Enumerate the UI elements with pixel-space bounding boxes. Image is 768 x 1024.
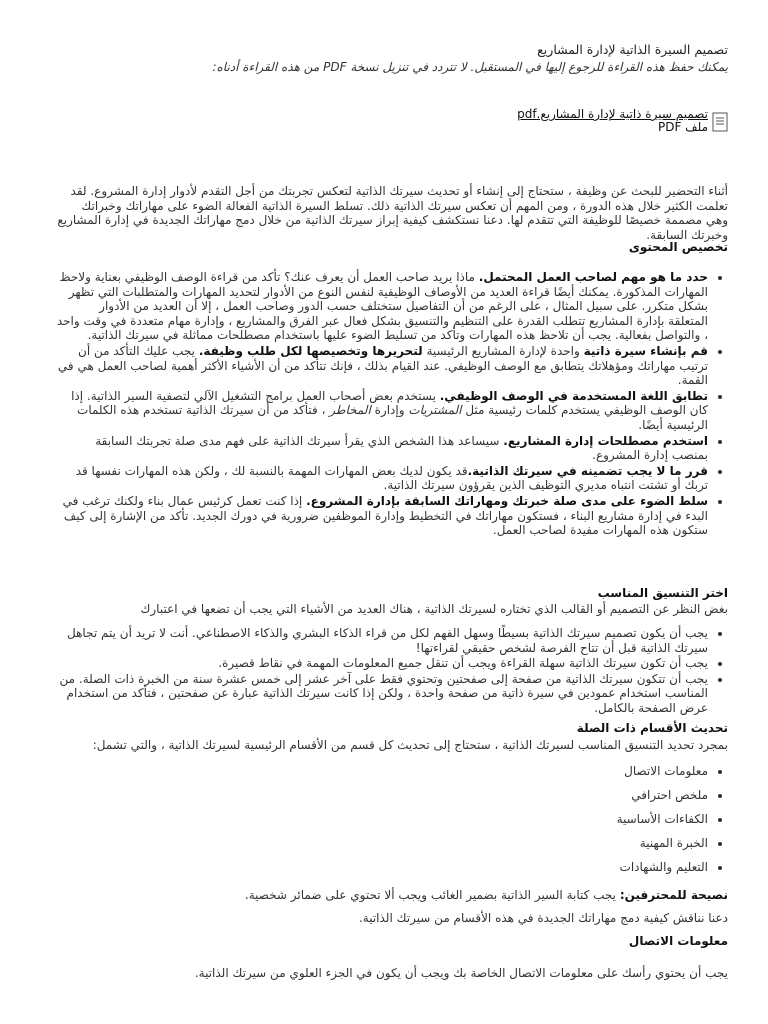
- update-list: [56, 760, 728, 879]
- list-item: • معلومات الاتصال: [56, 760, 708, 783]
- customize-list-wrap: [56, 270, 728, 539]
- format-list: [56, 626, 728, 716]
- list-item: • ملخص احترافي: [56, 784, 708, 807]
- format-list-wrap: [56, 626, 728, 717]
- discuss-paragraph: دعنا نناقش كيفية دمج مهاراتك الجديدة في هذه الأقسام من سيرتك الذاتية.: [358, 911, 728, 925]
- customize-list: [56, 270, 728, 538]
- section-heading-update: تحديث الأقسام ذات الصلة: [576, 721, 728, 735]
- list-item: • يجب أن تتكون سيرتك الذاتية من صفحة إلى صفحتين وتحتوي فقط على آخر عشر إلى خمس عشرة سنة من الخبرة ذات الصلة. من المناسب استخدام عمودين في سيرة ذاتية من صفحة واحدة ، ولكن إذا كانت سيرتك الذاتية عبارة عن صفحتين ، فتأكد من استخدام عرض الصفحة بالكامل.: [56, 672, 708, 716]
- section-heading-format: اختر التنسيق المناسب: [597, 586, 728, 600]
- page-subtitle: يمكنك حفظ هذه القراءة للرجوع إليها في المستقبل. لا تتردد في تنزيل نسخة PDF من هذه القراءة أدناه:: [212, 60, 728, 74]
- list-item: • تطابق اللغة المستخدمة في الوصف الوظيفي. يستخدم بعض أصحاب العمل برامج التشغيل الآلي لتصفية السير الذاتية. إذا كان الوصف الوظيفي يستخدم كلمات رئيسية مثل المشتريات وإدارة المخاطر ، فتأكد من أن سيرتك الذاتية تستخدم هذه الكلمات الرئيسية أيضًا.: [56, 389, 708, 433]
- list-item: • يجب أن تكون سيرتك الذاتية سهلة القراءة ويجب أن تنقل جميع المعلومات المهمة في نقاط قصيرة.: [56, 656, 708, 671]
- list-item: • قم بإنشاء سيرة ذاتية واحدة لإدارة المشاريع الرئيسية لتحريرها وتخصيصها لكل طلب وظيفة. يجب عليك التأكد من أن ترتيب مهاراتك ومؤهلاتك يتطابق مع الوصف الوظيفي. عند القيام بذلك ، فإنك تتأكد من أن الأشياء الأكثر أهمية لصاحب العمل هي في القمة.: [56, 344, 708, 388]
- section-heading-contact: معلومات الاتصال: [628, 934, 728, 948]
- list-item: • سلط الضوء على مدى صلة خبرتك ومهاراتك السابقة بإدارة المشروع. إذا كنت تعمل كرئيس عمال بناء ولكنك ترغب في البدء في إدارة مشاريع البناء ، فستكون مهاراتك في التخطيط وإدارة الموظفين ضرورية في دورك الجديد. تأكد من الإشارة إلى كيف ستكون هذه المهارات مفيدة لصاحب العمل.: [56, 494, 708, 538]
- list-item: • قرر ما لا يجب تضمينه في سيرتك الذاتية.قد يكون لديك بعض المهارات المهمة بالنسبة لك ، ولكن هذه المهارات نفسها قد تربك أو تشتت انتباه مديري التوظيف الذين يقرؤون سيرتك الذاتية.: [56, 464, 708, 493]
- list-item: • استخدم مصطلحات إدارة المشاريع. سيساعد هذا الشخص الذي يقرأ سيرتك الذاتية على فهم مدى صلة تجربتك السابقة بمنصب إدارة المشروع.: [56, 434, 708, 463]
- update-list-wrap: [56, 760, 728, 880]
- page-title: تصميم السيرة الذاتية لإدارة المشاريع: [537, 42, 728, 57]
- pro-tip-text: يجب كتابة السير الذاتية بضمير الغائب ويجب ألا تحتوي على ضمائر شخصية.: [244, 888, 620, 902]
- intro-paragraph: أثناء التحضير للبحث عن وظيفة ، ستحتاج إلى إنشاء أو تحديث سيرتك الذاتية لتعكس تجربتك من أجل التقدم لأدوار إدارة المشروع. لقد تعلمت الكثير خلال هذه الدورة ، ومن المهم أن تعكس سيرتك الذاتية ذلك. تسلط السيرة الذاتية الفعالة الضوء على مهاراتك وخبراتك وهي مصممة خصيصًا للوظيفة التي تتقدم لها. دعنا نستكشف كيفية إبراز سيرتك الذاتية من خلال دمج مهاراتك الجديدة في إدارة المشاريع وخبرتك السابقة.: [57, 184, 728, 242]
- file-type-label: ملف PDF: [657, 120, 708, 134]
- list-item: • يجب أن يكون تصميم سيرتك الذاتية بسيطًا وسهل الفهم لكل من قراء الذكاء البشري والذكاء الاصطناعي. أنت لا تريد أن يتم تجاهل سيرتك الذاتية قبل أن تتاح الفرصة لشخص حقيقي لقراءتها!: [56, 626, 708, 655]
- list-item: • الكفاءات الأساسية: [56, 808, 708, 831]
- section-heading-customize: تخصيص المحتوى: [628, 240, 728, 254]
- document-icon: [712, 112, 728, 132]
- update-lead: بمجرد تحديد التنسيق المناسب لسيرتك الذاتية ، ستحتاج إلى تحديث كل قسم من الأقسام الرئيسية لسيرتك الذاتية ، والتي تشمل:: [92, 738, 728, 752]
- pro-tip-label: نصيحة للمحترفين:: [619, 888, 728, 902]
- file-download-link[interactable]: تصميم سيرة ذاتية لإدارة المشاريع.pdf: [517, 107, 708, 121]
- contact-paragraph: يجب أن يحتوي رأسك على معلومات الاتصال الخاصة بك ويجب أن يكون في الجزء العلوي من سيرتك الذاتية.: [194, 966, 728, 980]
- file-info: [517, 108, 708, 134]
- list-item: • الخبرة المهنية: [56, 832, 708, 855]
- format-lead: بغض النظر عن التصميم أو القالب الذي تختاره لسيرتك الذاتية ، هناك العديد من الأشياء التي يجب أن تضعها في اعتبارك: [140, 602, 728, 616]
- list-item: • حدد ما هو مهم لصاحب العمل المحتمل. ماذا يريد صاحب العمل أن يعرف عنك؟ تأكد من قراءة الوصف الوظيفي بعناية ولاحظ المهارات المذكورة. يمكنك أيضًا قراءة العديد من الأوصاف الوظيفية لنفس النوع من الأدوار لتحديد المهارات والمتطلبات التي تظهر بشكل متكرر. على سبيل المثال ، على الرغم من أن التفاصيل ستختلف حسب الدور وصاحب العمل ، إلا أن العديد من الأدوار المتعلقة بإدارة المشاريع تتطلب القدرة على التنظيم والتنسيق بشكل فعال عبر الفرق والمشاريع ، وإدارة مهام متعددة في وقت واحد ، والتواصل بفعالية. يجب أن تلاحظ هذه المهارات وتأكد من تسليط الضوء عليها باستخدام مصطلحات مماثلة في سيرتك الذاتية.: [56, 270, 708, 343]
- list-item: • التعليم والشهادات: [56, 856, 708, 879]
- file-attachment[interactable]: [517, 108, 728, 134]
- pro-tip: [56, 888, 728, 903]
